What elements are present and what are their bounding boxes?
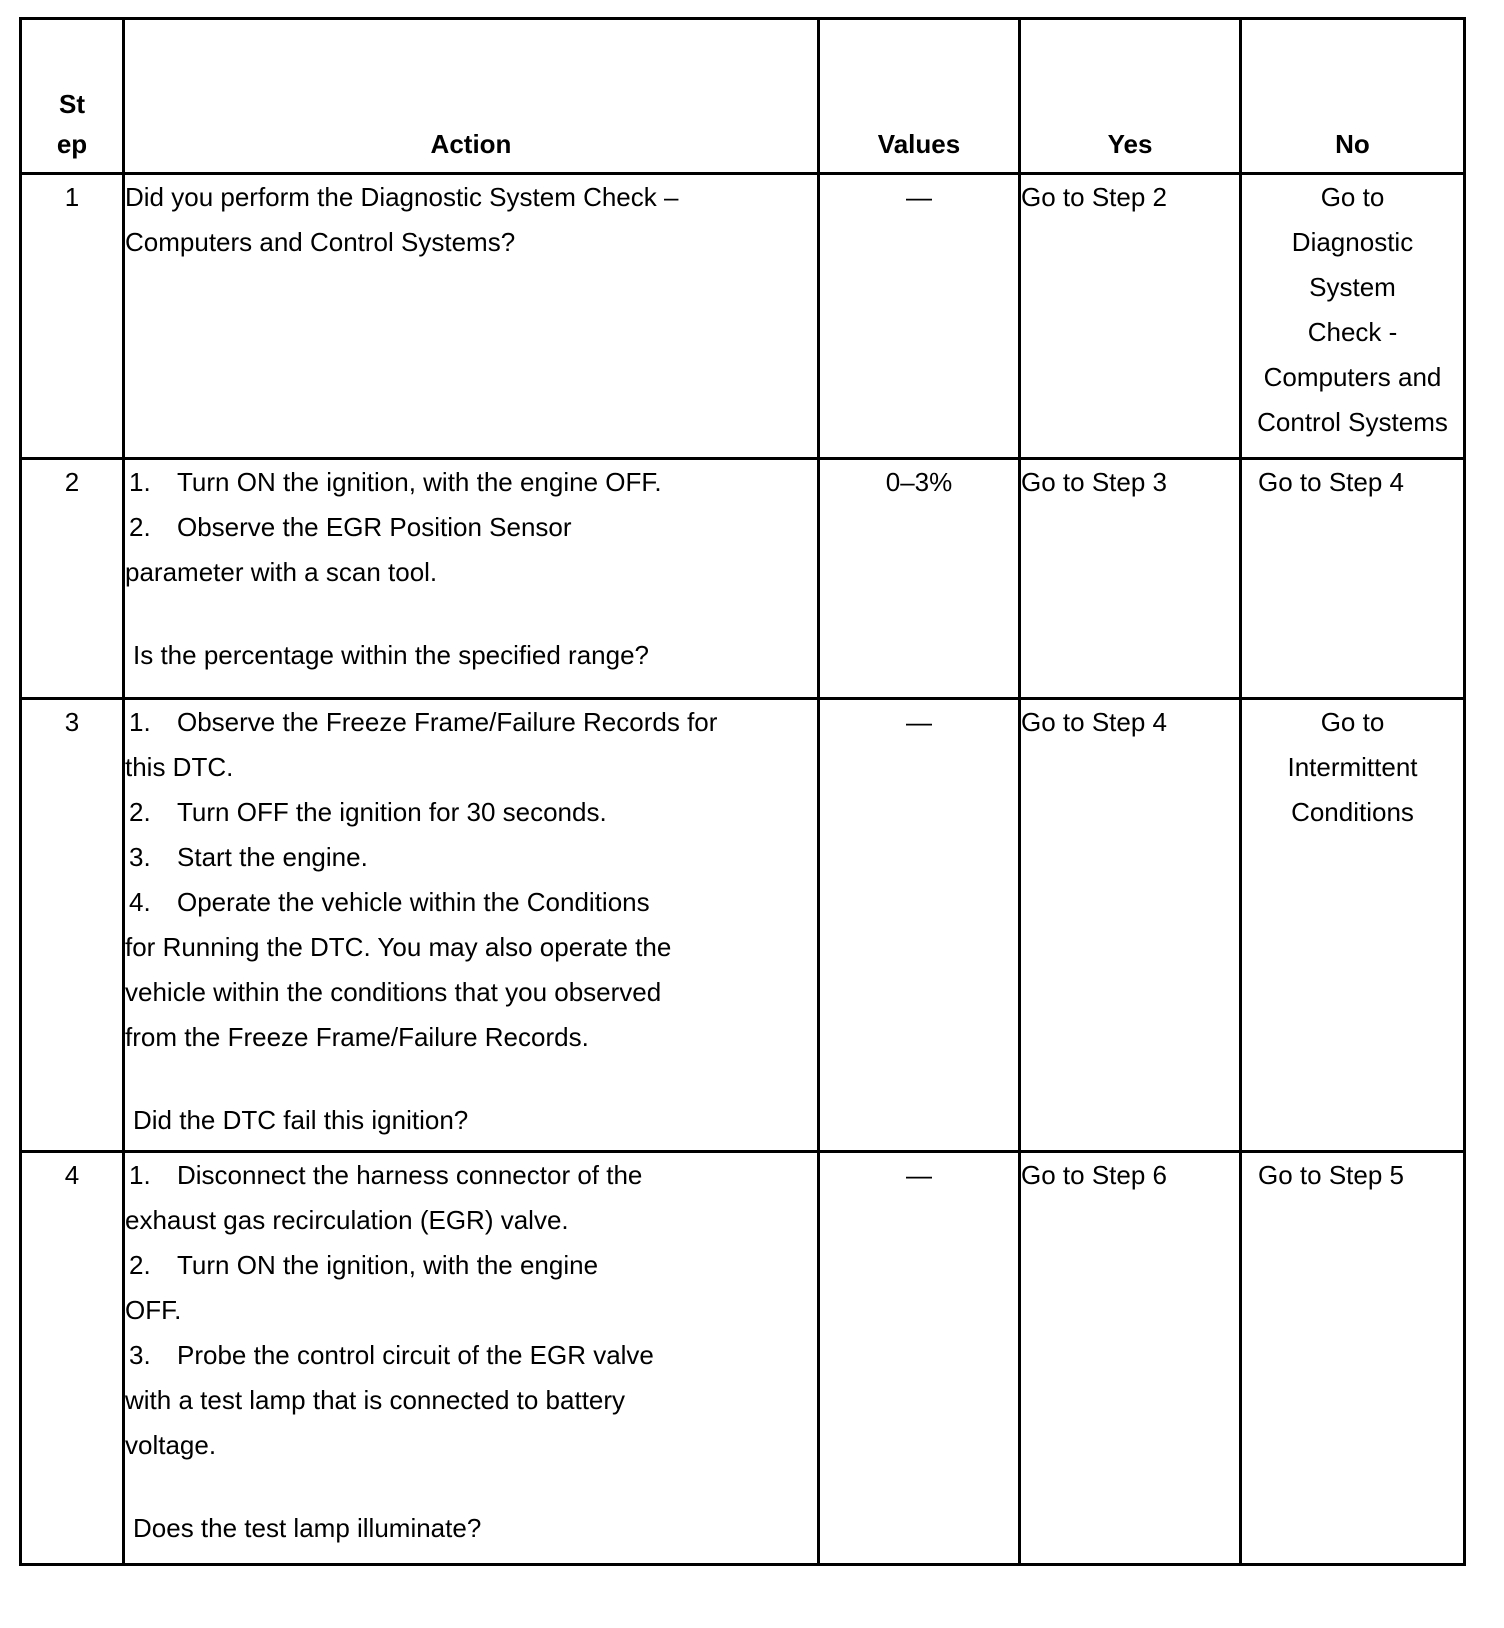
header-row	[21, 19, 1465, 174]
yes-cell: Go to Step 6	[1020, 1152, 1241, 1565]
value-cell: —	[819, 174, 1020, 459]
no-cell: Go to Step 5	[1241, 1152, 1465, 1565]
yes-cell: Go to Step 4	[1020, 699, 1241, 1152]
step-number: 4	[21, 1152, 124, 1565]
diagnostic-table	[19, 17, 1466, 1566]
question-text: Is the percentage within the specified range?	[133, 640, 650, 670]
no-cell: Go to Diagnostic System Check - Computers and Control Systems	[1241, 174, 1465, 459]
action-cell: 1. Disconnect the harness connector of the exhaust gas recirculation (EGR) valve. 2. Turn ON the ignition, with the engine OFF. 3. Probe the control circuit of the EGR valve with a test lamp that is connected to battery voltage. Does the test lamp illuminate?	[124, 1152, 819, 1565]
header-yes: Yes	[1020, 19, 1241, 174]
question-text: Did the DTC fail this ignition?	[133, 1105, 469, 1135]
step-number: 1	[21, 174, 124, 459]
header-values: Values	[819, 19, 1020, 174]
header-no: No	[1241, 19, 1465, 174]
table-row	[21, 1152, 1465, 1565]
step-number: 3	[21, 699, 124, 1152]
yes-cell: Go to Step 2	[1020, 174, 1241, 459]
action-cell: 1. Observe the Freeze Frame/Failure Records for this DTC. 2. Turn OFF the ignition for 30 seconds. 3. Start the engine. 4. Operate the vehicle within the Conditions for Running the DTC. You may also operate the vehicle within the conditions that you observed from the Freeze Frame/Failure Records. Did the DTC fail this ignition?	[124, 699, 819, 1152]
header-step: St ep	[21, 19, 124, 174]
value-cell: —	[819, 1152, 1020, 1565]
no-cell: Go to Intermittent Conditions	[1241, 699, 1465, 1152]
yes-cell: Go to Step 3	[1020, 459, 1241, 699]
step-number: 2	[21, 459, 124, 699]
question-text: Does the test lamp illuminate?	[133, 1513, 482, 1543]
action-cell: 1. Turn ON the ignition, with the engine OFF. 2. Observe the EGR Position Sensor parameter with a scan tool. Is the percentage within the specified range?	[124, 459, 819, 699]
value-cell: 0–3%	[819, 459, 1020, 699]
table-row	[21, 459, 1465, 699]
action-cell: Did you perform the Diagnostic System Check – Computers and Control Systems?	[124, 174, 819, 459]
header-action: Action	[124, 19, 819, 174]
no-cell: Go to Step 4	[1241, 459, 1465, 699]
value-cell: —	[819, 699, 1020, 1152]
table-row	[21, 699, 1465, 1152]
table-row	[21, 174, 1465, 459]
